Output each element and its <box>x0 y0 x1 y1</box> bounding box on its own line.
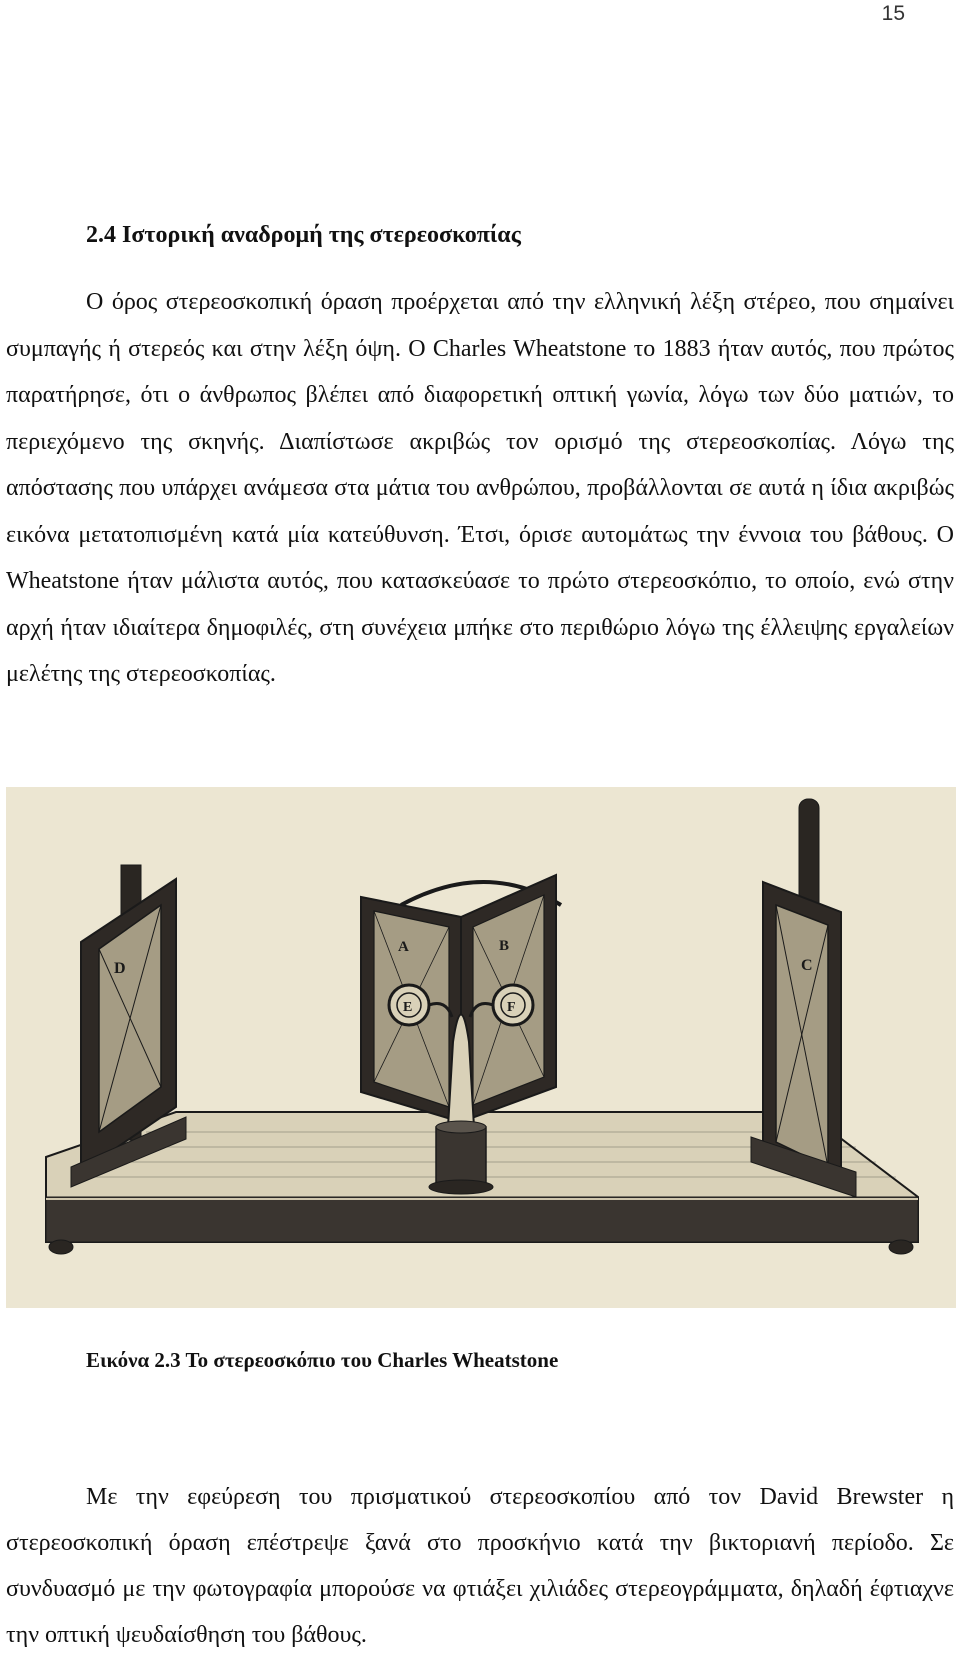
label-e: E <box>403 1000 413 1015</box>
label-c: C <box>801 957 813 974</box>
figure-wheatstone-stereoscope <box>6 787 956 1308</box>
body-paragraph-1: Ο όρος στερεοσκοπική όραση προέρχεται από την ελληνική λέξη στέρεο, που σημαίνει συμπαγής ή στερεός και στην λέξη όψη. Ο Charles Wheatstone το 1883 ήταν αυτός, που πρώτος παρατήρησε, ότι ο άνθρωπος βλέπει από διαφορετική οπτική γωνία, λόγω των δύο ματιών, το περιεχόμενο της σκηνής. Διαπίστωσε ακριβώς τον ορισμό της στερεοσκοπίας. Λόγω της απόστασης που υπάρχει ανάμεσα στα μάτια του ανθρώπου, προβάλλονται σε αυτά η ίδια ακριβώς εικόνα μετατοπισμένη κατά μία κατεύθυνση. Έτσι, όρισε αυτομάτως την έννοια του βάθους. Ο Wheatstone ήταν μάλιστα αυτός, που κατασκεύασε το πρώτο στερεοσκόπιο, το οποίο, ενώ στην αρχή ήταν ιδιαίτερα δημοφιλές, στη συνέχεια μπήκε στο περιθώριο λόγω της έλλειψης εργαλείων μελέτης της στερεοσκοπίας. <box>6 289 954 687</box>
body-paragraph-2: Με την εφεύρεση του πρισματικού στερεοσκοπίου από τον David Brewster η στερεοσκοπική όραση επέστρεψε ξανά στο προσκήνιο κατά την βικτοριανή περίοδο. Σε συνδυασμό με την φωτογραφία μπορούσε να φτιάξει χιλιάδες στερεογράμματα, δηλαδή έφτιαχνε την οπτική ψευδαίσθηση του βάθους. <box>6 1484 954 1648</box>
section-heading: 2.4 Ιστορική αναδρομή της στερεοσκοπίας <box>86 222 521 248</box>
page-number: 15 <box>881 2 905 25</box>
figure-caption: Εικόνα 2.3 Το στερεοσκόπιο του Charles Wheatstone <box>86 1348 559 1372</box>
stereoscope-engraving <box>6 787 956 1308</box>
label-f: F <box>507 1000 516 1015</box>
label-d: D <box>114 960 126 977</box>
label-b: B <box>499 938 510 954</box>
label-a: A <box>398 939 409 955</box>
